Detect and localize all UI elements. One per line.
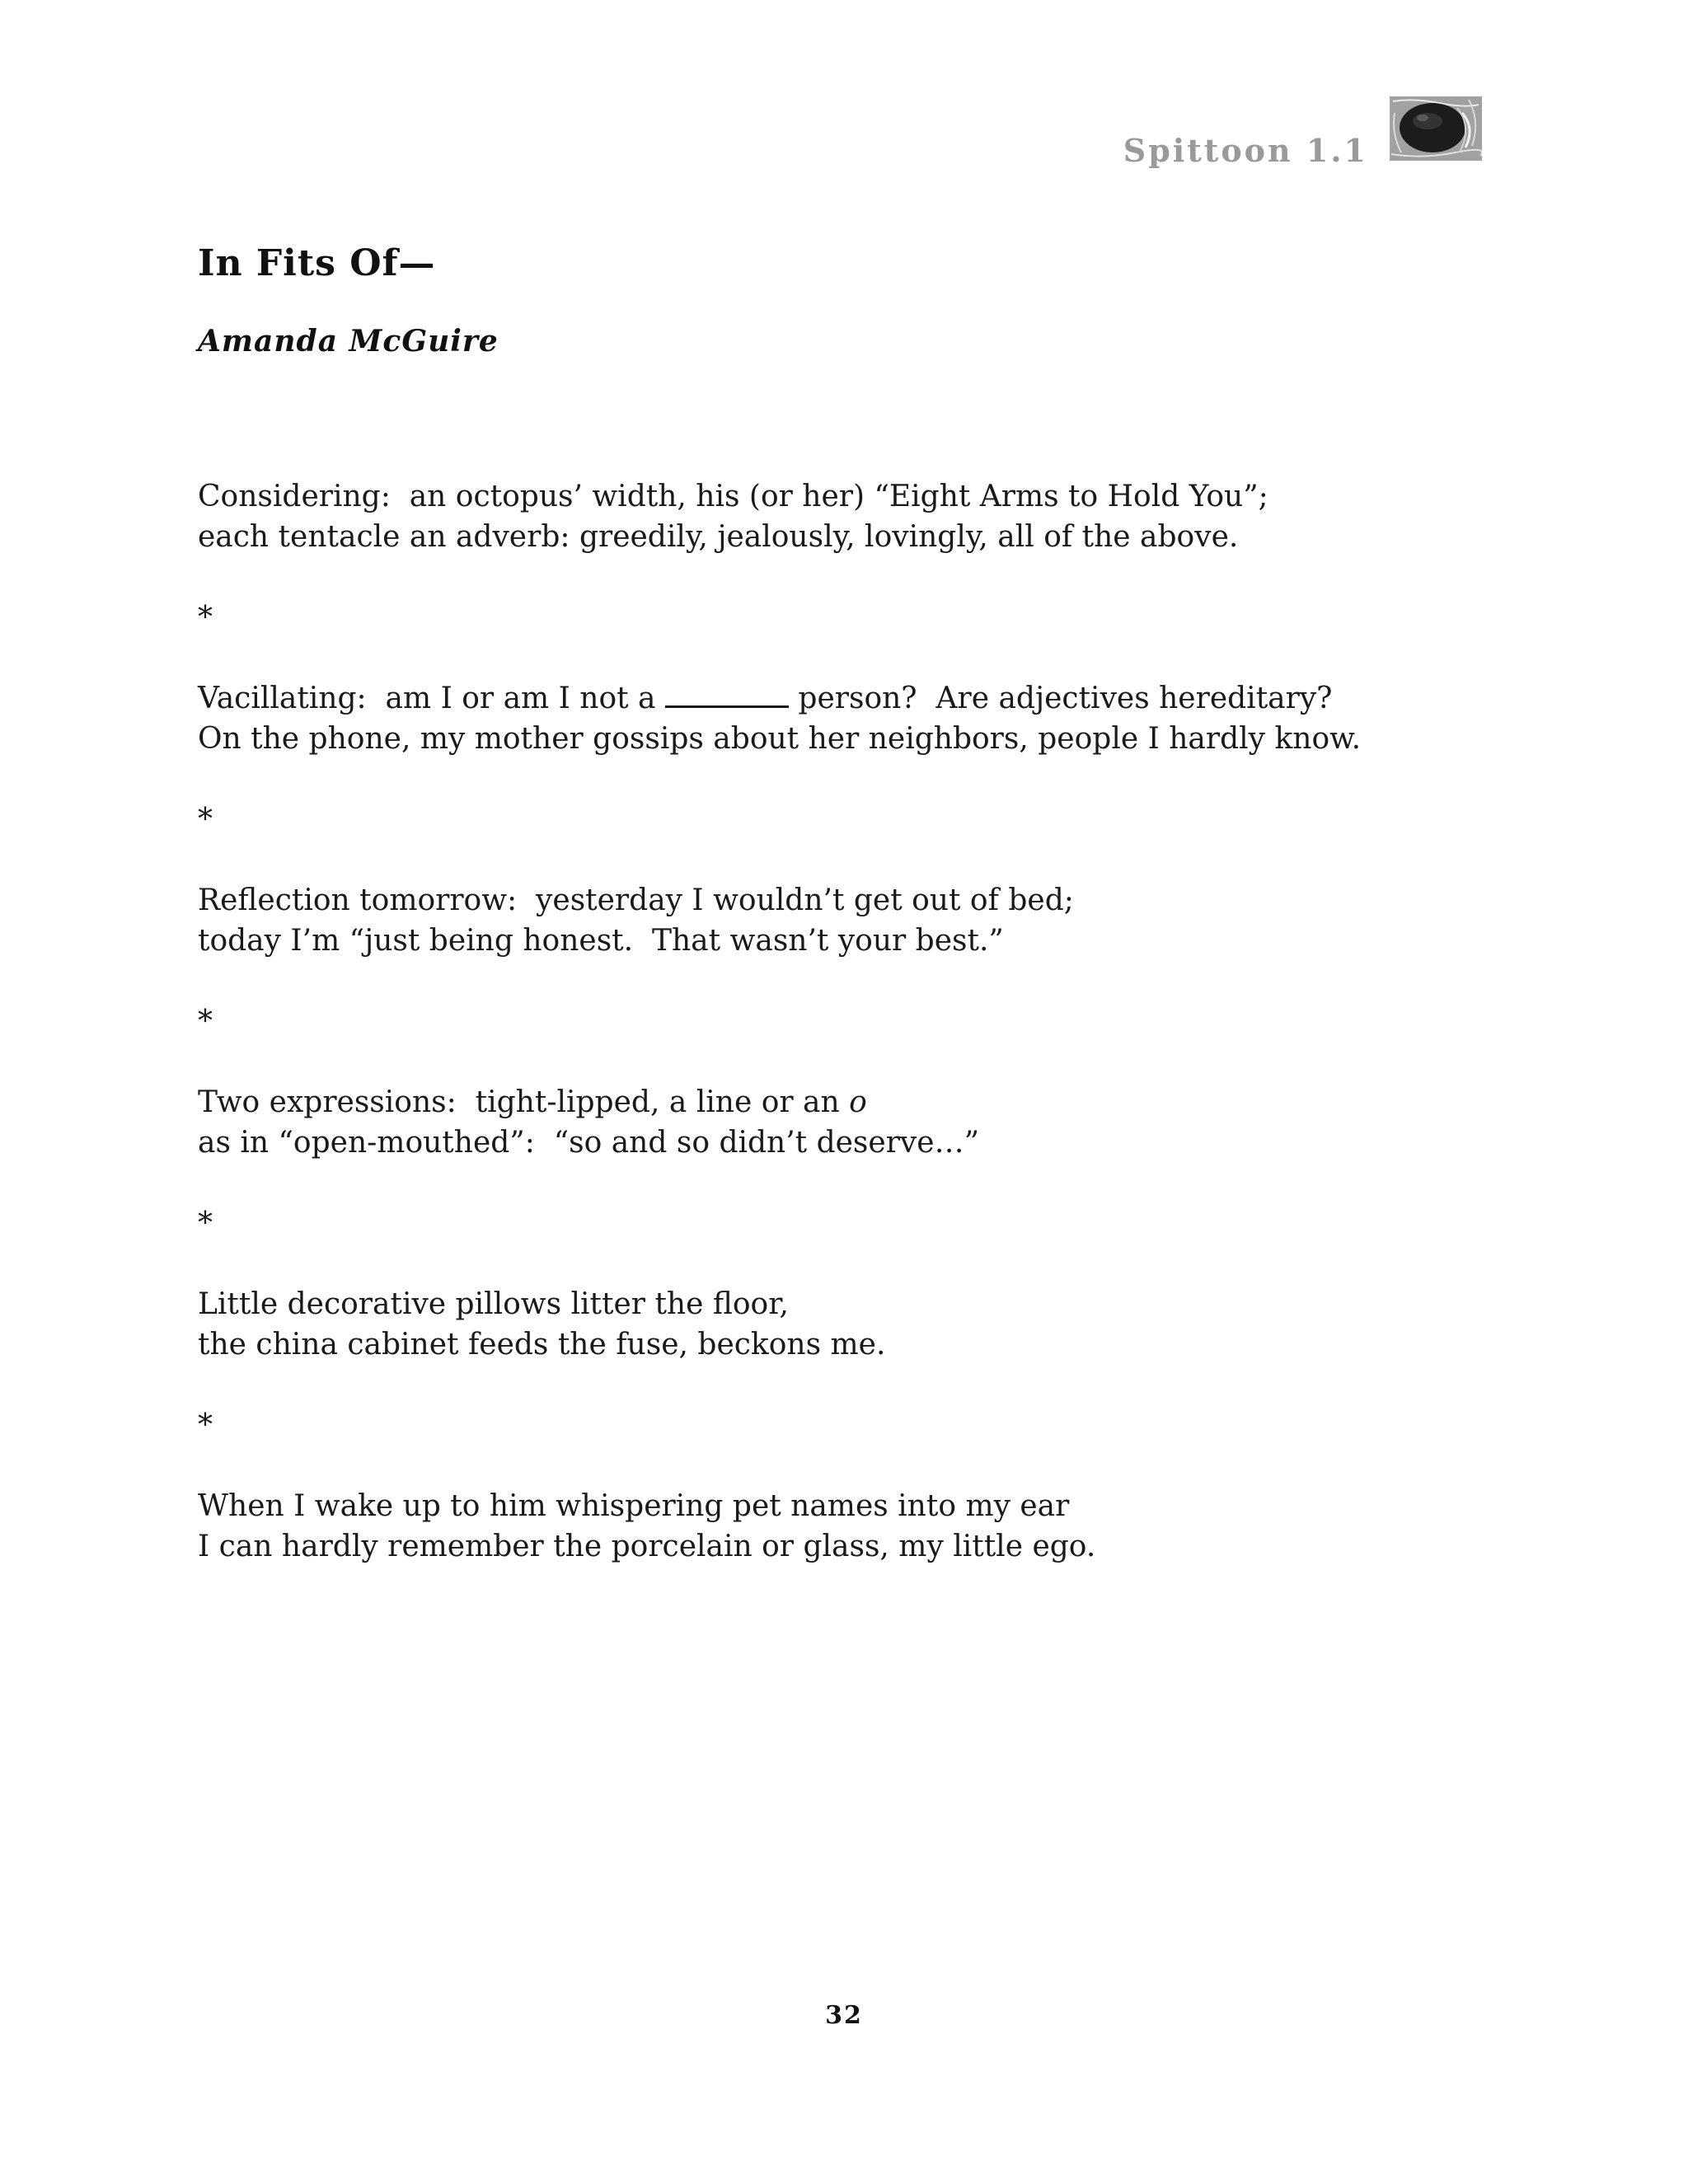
poem-line: Reflection tomorrow: yesterday I wouldn’t get out of bed; bbox=[198, 883, 1074, 917]
poem-line: Little decorative pillows litter the floor, bbox=[198, 1287, 789, 1321]
poem-title: In Fits Of— bbox=[198, 242, 436, 284]
fill-in-blank bbox=[665, 681, 789, 708]
poem-line-segment: person? Are adjectives hereditary? bbox=[788, 682, 1333, 715]
poem-line: the china cabinet feeds the fuse, beckons me. bbox=[198, 1328, 886, 1361]
poem-line: On the phone, my mother gossips about her neighbors, people I hardly know. bbox=[198, 722, 1362, 756]
author-name: Amanda McGuire bbox=[198, 324, 499, 359]
poem-body bbox=[198, 476, 1484, 1567]
stanza-separator: * bbox=[198, 803, 213, 837]
stone-logo-icon bbox=[1390, 96, 1482, 161]
journal-name: Spittoon 1.1 bbox=[1123, 132, 1368, 169]
poem-line-italic: o bbox=[849, 1085, 867, 1119]
stanza-separator: * bbox=[198, 1408, 213, 1442]
poem-line-segment: Vacillating: am I or am I not a bbox=[198, 682, 665, 715]
poem-line: Considering: an octopus’ width, his (or her) “Eight Arms to Hold You”; bbox=[198, 480, 1268, 513]
poem-line bbox=[198, 1082, 1484, 1122]
poem-line-segment: Two expressions: tight-lipped, a line or an bbox=[198, 1085, 850, 1119]
poem-line: When I wake up to him whispering pet names into my ear bbox=[198, 1489, 1070, 1523]
poem-line: as in “open-mouthed”: “so and so didn’t deserve…” bbox=[198, 1126, 979, 1160]
poem-line: each tentacle an adverb: greedily, jealously, lovingly, all of the above. bbox=[198, 520, 1239, 554]
poem-line bbox=[198, 678, 1484, 719]
stanza-separator: * bbox=[198, 601, 213, 635]
poem-line: I can hardly remember the porcelain or glass, my little ego. bbox=[198, 1530, 1096, 1563]
poem-line: today I’m “just being honest. That wasn’t your best.” bbox=[198, 924, 1004, 958]
page-number: 32 bbox=[825, 2001, 863, 2030]
stanza-separator: * bbox=[198, 1005, 213, 1038]
stanza-separator: * bbox=[198, 1207, 213, 1240]
